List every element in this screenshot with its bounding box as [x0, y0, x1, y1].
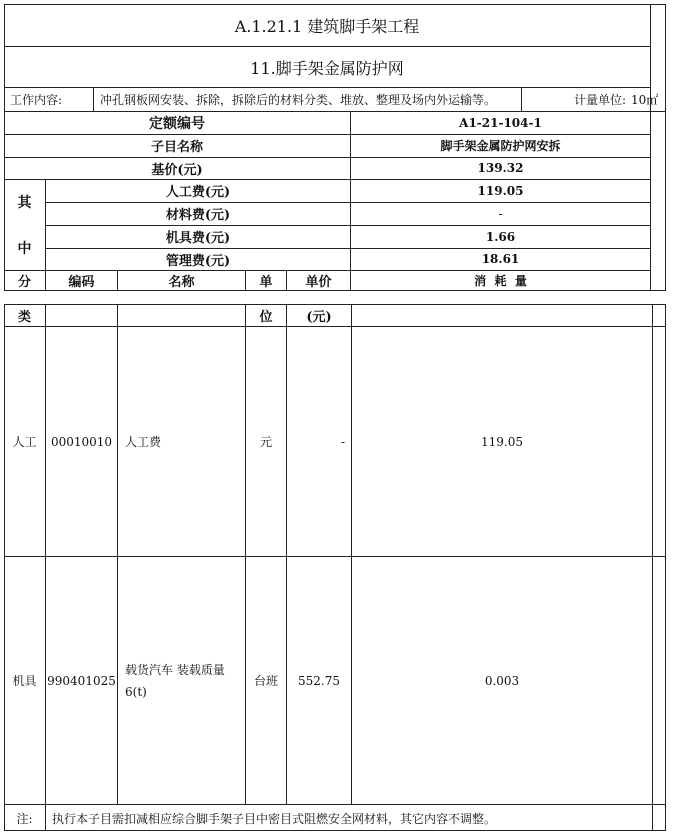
row-labor-code: 00010010	[50, 434, 113, 449]
col-unit-bottom: 位	[259, 309, 273, 325]
divider	[521, 88, 522, 111]
quota-number-label: 定额编号	[149, 115, 205, 132]
row-machine-name-line2: 6(t)	[125, 684, 147, 699]
material-cost: -	[498, 206, 503, 221]
work-content-text: 冲孔钢板网安装、拆除，拆除后的材料分类、堆放、整理及场内外运输等。	[100, 93, 497, 107]
divider	[652, 304, 653, 831]
row-machine-code: 990401025	[47, 673, 116, 688]
col-price-bottom: (元)	[306, 309, 332, 325]
section-title: A.1.21.1 建筑脚手架工程	[234, 16, 420, 36]
labor-cost-label: 人工费(元)	[165, 185, 231, 200]
col-category-top: 分	[17, 275, 31, 290]
unit-value: 10㎡	[631, 93, 659, 107]
row-machine-quantity: 0.003	[484, 673, 520, 688]
col-name: 名称	[168, 275, 195, 290]
item-name-label: 子目名称	[150, 140, 203, 155]
divider	[45, 804, 46, 831]
among-label-top: 其	[17, 195, 32, 211]
col-unit-top: 单	[259, 275, 273, 290]
row-labor-quantity: 119.05	[481, 434, 523, 449]
subsection-title: 11.脚手架金属防护网	[250, 58, 404, 78]
labor-cost: 119.05	[477, 183, 524, 198]
unit-label: 计量单位:	[574, 93, 627, 107]
row-machine-name	[125, 557, 243, 804]
row-machine-name-line1: 载货汽车 装载质量	[125, 662, 225, 677]
material-cost-label: 材料费(元)	[165, 208, 231, 223]
row-labor-price: -	[340, 434, 345, 449]
base-price-label: 基价(元)	[151, 162, 203, 178]
work-content-label: 工作内容:	[10, 93, 63, 107]
note-text: 执行本子目需扣减相应综合脚手架子目中密目式阻燃安全网材料，其它内容不调整。	[52, 811, 497, 826]
lower-table	[4, 304, 666, 831]
management-cost: 18.61	[481, 252, 520, 266]
row-machine-category: 机具	[12, 674, 37, 688]
col-consumption: 消 耗 量	[474, 274, 527, 288]
col-price-top: 单价	[305, 275, 332, 290]
machine-cost: 1.66	[485, 229, 516, 244]
item-name: 脚手架金属防护网安拆	[440, 139, 561, 153]
among-label-bottom: 中	[17, 241, 32, 257]
row-machine-price: 552.75	[298, 673, 340, 688]
col-code: 编码	[68, 275, 95, 290]
note-label: 注:	[16, 811, 33, 826]
upper-table	[4, 4, 666, 291]
col-category-bottom: 类	[17, 309, 31, 325]
management-cost-label: 管理费(元)	[165, 253, 231, 269]
divider	[117, 304, 118, 804]
machine-cost-label: 机具费(元)	[165, 231, 231, 246]
base-price: 139.32	[477, 161, 524, 175]
row-labor-name: 人工费	[125, 435, 162, 449]
row-labor-category: 人工	[12, 435, 37, 449]
row-labor-unit: 元	[259, 435, 272, 449]
divider	[93, 88, 94, 111]
quota-number: A1-21-104-1	[459, 115, 542, 130]
row-machine-unit: 台班	[253, 674, 278, 688]
